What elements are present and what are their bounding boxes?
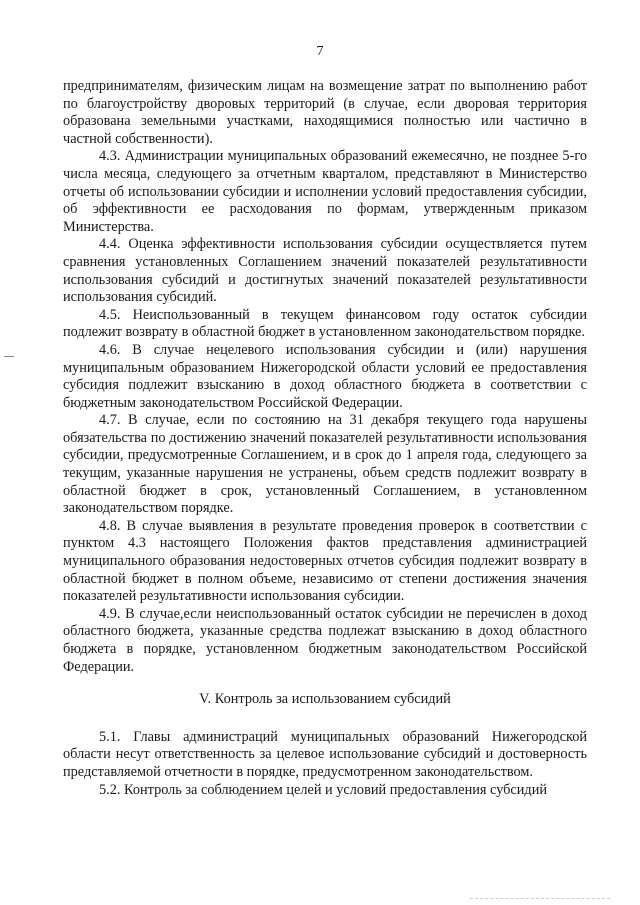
page-number: 7 <box>316 44 324 59</box>
paragraph-4-7: 4.7. В случае, если по состоянию на 31 декабря текущего года нарушены обязательства по достижению значений показателей результативности использования субсидии, предусмотренные Соглашением, и в срок до 1 апреля года, следующего за текущим, указанные нарушения не устранены, объем средств подлежит возврату в областной бюджет в срок, установленный Соглашением, в установленном законодательством порядке. <box>63 412 587 517</box>
paragraph-4-8: 4.8. В случае выявления в результате проведения проверок в соответствии с пунктом 4.3 настоящего Положения фактов представления администрацией муниципального образования недостоверных отчетов субсидия подлежит возврату в областной бюджет в полном объеме, независимо от степени достижения значения показателей результативности использования субсидии. <box>63 517 587 605</box>
scan-bottom-artifact <box>470 898 610 900</box>
paragraph-4-5: 4.5. Неиспользованный в текущем финансовом году остаток субсидии подлежит возврату в областной бюджет в установленном законодательством порядке. <box>63 306 587 341</box>
paragraph-5-2: 5.2. Контроль за соблюдением целей и условий предоставления субсидий <box>99 781 547 798</box>
document-body <box>63 78 587 799</box>
scan-margin-mark <box>4 356 14 357</box>
paragraph-4-4: 4.4. Оценка эффективности использования субсидии осуществляется путем сравнения установленных Соглашением значений показателей результативности использования субсидий и достигнутых значений показателей результативности использования субсидий. <box>63 236 587 306</box>
paragraph-4-3: 4.3. Администрации муниципальных образований ежемесячно, не позднее 5-го числа месяца, следующего за отчетным кварталом, представляют в Министерство отчеты об использовании субсидии и исполнении условий предоставления субсидии, об эффективности ее расходования по формам, утвержденным приказом Министерства. <box>63 148 587 235</box>
section-title: V. Контроль за использованием субсидий <box>199 691 451 708</box>
paragraph-4-6: 4.6. В случае нецелевого использования субсидии и (или) нарушения муниципальным образованием Нижегородской области условий ее предоставления субсидия подлежит взысканию в доход областного бюджета в соответствии с бюджетным законодательством Российской Федерации. <box>63 341 587 411</box>
paragraph-continuation: предпринимателям, физическим лицам на возмещение затрат по выполнению работ по благоустройству дворовых территорий (в случае, если дворовая территория образована земельными участками, находящимися полностью или частично в частной собственности). <box>63 78 587 147</box>
paragraph-4-9: 4.9. В случае,если неиспользованный остаток субсидии не перечислен в доход областного бюджета, указанные средства подлежат взысканию в доход областного бюджета в порядке, установленном бюджетным законодательством Российской Федерации. <box>63 605 587 675</box>
paragraph-5-1: 5.1. Главы администраций муниципальных образований Нижегородской области несут ответственность за целевое использование субсидий и достоверность представляемой отчетности в порядке, предусмотренном законодательством. <box>63 728 587 780</box>
